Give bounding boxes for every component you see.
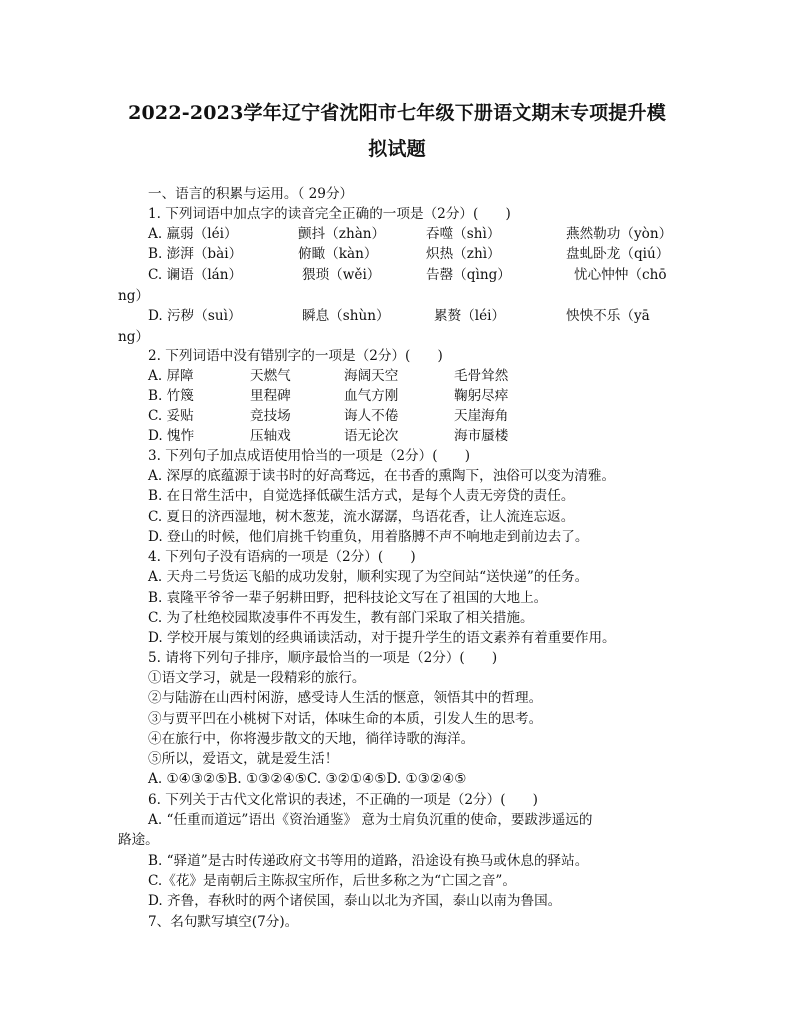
option-cell: C. 妥贴: [148, 408, 194, 424]
question-5-sentence-5: ⑤所以，爱语文，就是爱生活！: [148, 751, 339, 767]
option-cell: B. 澎湃（bài）: [148, 246, 243, 262]
question-4-option-a: A. 天舟二号货运飞船的成功发射，顺利实现了为空间站“送快递”的任务。: [148, 569, 589, 585]
option-cell: 竞技场: [250, 408, 291, 424]
page-title-line-2: 拟试题: [368, 138, 426, 160]
option-cell: 累赘（léi）: [434, 308, 506, 324]
question-5-options: A. ①④③②⑤B. ①③②④⑤C. ③②①④⑤D. ①③②④⑤: [148, 771, 467, 787]
option-cell: 天燃气: [250, 368, 291, 384]
option-cell: 忧心忡忡（chō: [574, 267, 667, 283]
question-4-option-d: D. 学校开展与策划的经典诵读活动，对于提升学生的语文素养有着重要作用。: [148, 630, 616, 646]
question-5-sentence-4: ④在旅行中，你将漫步散文的天地，徜徉诗歌的海洋。: [148, 731, 475, 747]
question-3-option-c: C. 夏日的济西湿地，树木葱茏，流水潺潺，鸟语花香，让人流连忘返。: [148, 509, 575, 525]
option-cell: 怏怏不乐（yā: [566, 308, 650, 324]
option-cell: 鞠躬尽瘁: [454, 388, 509, 404]
section-heading: 一、语言的积累与运用。（ 29分）: [148, 186, 354, 202]
question-4-option-b: B. 袁隆平爷爷一辈子躬耕田野，把科技论文写在了祖国的大地上。: [148, 590, 548, 606]
option-cell: C. 谰语（lán）: [148, 267, 243, 283]
option-cell: 俯瞰（kàn）: [298, 246, 378, 262]
option-cell: 燕然勒功（yòn）: [566, 226, 673, 242]
option-cell: 语无论次: [344, 428, 399, 444]
option-cell: 告罄（qìng）: [426, 267, 511, 283]
question-6-option-c: C.《花》是南朝后主陈叔宝所作，后世多称之为“亡国之音”。: [148, 873, 516, 889]
option-cell: 毛骨耸然: [454, 368, 509, 384]
option-cell: 海阔天空: [344, 368, 399, 384]
option-cell: 盘虬卧龙（qiú）: [566, 246, 670, 262]
question-4-option-c: C. 为了杜绝校园欺凌事件不再发生，教有部门采取了相关措施。: [148, 610, 534, 626]
option-cell: D. 愧怍: [148, 428, 195, 444]
option-cell: A. 羸弱（léi）: [148, 226, 238, 242]
question-4-stem: 4. 下列句子没有语病的一项是（2分）( ): [148, 549, 416, 565]
question-3-option-a: A. 深厚的底蕴源于读书时的好高骛远，在书香的熏陶下，浊俗可以变为清雅。: [148, 468, 616, 484]
question-5-sentence-1: ①语文学习，就是一段精彩的旅行。: [148, 670, 366, 686]
question-3-stem: 3. 下列句子加点成语使用恰当的一项是（2分）( ): [148, 448, 471, 464]
question-6-option-b: B. “驿道”是古时传递政府文书等用的道路，沿途设有换马或休息的驿站。: [148, 853, 589, 869]
option-cell: B. 竹篾: [148, 388, 194, 404]
option-cell: 血气方刚: [344, 388, 399, 404]
question-2-stem: 2. 下列词语中没有错别字的一项是（2分）( ): [148, 348, 443, 364]
question-5-sentence-2: ②与陆游在山西村闲游，感受诗人生活的惬意，领悟其中的哲理。: [148, 690, 543, 706]
option-cell: 海市蜃楼: [454, 428, 509, 444]
question-1-stem: 1. 下列词语中加点字的读音完全正确的一项是（2分）( ): [148, 206, 511, 222]
option-cell: 炽热（zhì）: [426, 246, 501, 262]
option-cell: 里程碑: [250, 388, 291, 404]
option-cell: 压轴戏: [250, 428, 291, 444]
question-3-option-d: D. 登山的时候，他们肩挑千钧重负，用着胳膊不声不响地走到前边去了。: [148, 529, 589, 545]
page-title-line-1: 2022-2023学年辽宁省沈阳市七年级下册语文期末专项提升模: [128, 102, 666, 124]
question-6-option-a-continued: 路途。: [118, 832, 159, 848]
option-cell: 瞬息（shùn）: [302, 308, 390, 324]
question-1-option-c-continued: ng）: [118, 288, 150, 304]
question-5-stem: 5. 请将下列句子排序，顺序最恰当的一项是（2分）( ): [148, 650, 498, 666]
question-6-stem: 6. 下列关于古代文化常识的表述，不正确的一项是（2分）( ): [148, 792, 538, 808]
option-cell: 诲人不倦: [344, 408, 399, 424]
option-cell: D. 污秽（suì）: [148, 308, 242, 324]
option-cell: 吞噬（shì）: [426, 226, 501, 242]
question-6-option-d: D. 齐鲁，春秋时的两个诸侯国，泰山以北为齐国，泰山以南为鲁国。: [148, 893, 562, 909]
option-cell: 颤抖（zhàn）: [298, 226, 386, 242]
question-3-option-b: B. 在日常生活中，自觉选择低碳生活方式，是每个人责无旁贷的责任。: [148, 488, 575, 504]
question-7-stem: 7、名句默写填空(7分)。: [148, 914, 299, 930]
option-cell: 猥琐（wěi）: [302, 267, 381, 283]
question-5-sentence-3: ③与贾平凹在小桃树下对话，体味生命的本质，引发人生的思考。: [148, 711, 543, 727]
question-6-option-a: A. “任重而道远”语出《资治通鉴》 意为士肩负沉重的使命，要跋涉遥远的: [148, 812, 593, 828]
question-1-option-d-continued: ng）: [118, 329, 150, 345]
option-cell: 天崖海角: [454, 408, 509, 424]
option-cell: A. 屏障: [148, 368, 194, 384]
